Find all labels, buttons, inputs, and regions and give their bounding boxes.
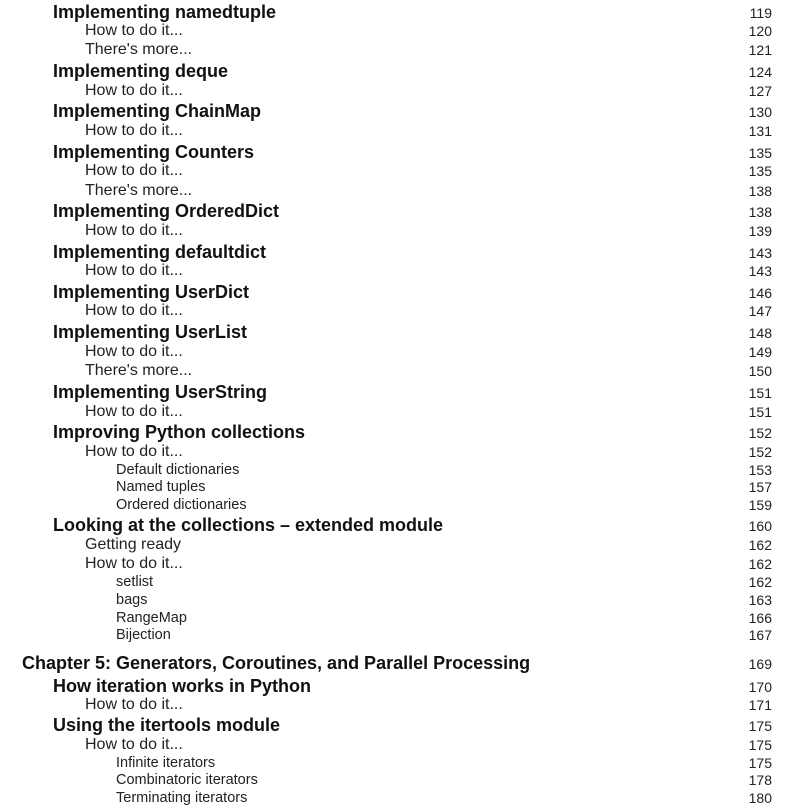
toc-entry-page-number: 163 <box>748 592 772 608</box>
toc-entry-title: There's more... <box>85 41 193 58</box>
toc-entry-page-number: 143 <box>748 263 772 279</box>
toc-entry-page-number: 171 <box>748 697 772 713</box>
toc-entry-title: Implementing UserList <box>53 322 248 342</box>
toc-entry-title: Looking at the collections – extended module <box>53 515 444 535</box>
toc-entry-title: Terminating iterators <box>116 790 248 806</box>
toc-entry-page-number: 162 <box>748 537 772 553</box>
toc-entry-page-number: 175 <box>748 737 772 753</box>
toc-entry-title: Chapter 5: Generators, Coroutines, and Parallel Processing <box>22 653 531 673</box>
toc-entry-page-number: 146 <box>748 285 772 301</box>
toc-entry-page-number: 139 <box>748 223 772 239</box>
toc-entry-title: Using the itertools module <box>53 715 281 735</box>
toc-entry-page-number: 157 <box>748 479 772 495</box>
toc-entry-page-number: 175 <box>748 755 772 771</box>
toc-entry-title: Infinite iterators <box>116 755 216 771</box>
toc-entry-page-number: 159 <box>748 497 772 513</box>
toc-entry-title: How to do it... <box>85 122 183 139</box>
toc-entry-page-number: 175 <box>748 718 772 734</box>
toc-entry-page-number: 170 <box>748 679 772 695</box>
toc-entry-title: How to do it... <box>85 343 183 360</box>
toc-entry-page-number: 130 <box>748 104 772 120</box>
toc-entry-page-number: 138 <box>748 204 772 220</box>
toc-entry-page-number: 138 <box>748 183 772 199</box>
toc-entry-page-number: 160 <box>748 518 772 534</box>
toc-entry-title: Implementing namedtuple <box>53 2 277 22</box>
toc-entry-title: How to do it... <box>85 222 183 239</box>
toc-entry-title: bags <box>116 592 148 608</box>
toc-entry-title: Implementing deque <box>53 61 229 81</box>
toc-entry-page-number: 151 <box>748 385 772 401</box>
toc-entry-title: Improving Python collections <box>53 422 306 442</box>
toc-entry-title: RangeMap <box>116 610 187 626</box>
toc-entry-page-number: 162 <box>748 556 772 572</box>
toc-entry-title: Implementing ChainMap <box>53 101 262 121</box>
toc-entry-title: How to do it... <box>85 555 183 572</box>
toc-entry-page-number: 135 <box>748 163 772 179</box>
toc-entry-title: Implementing OrderedDict <box>53 201 280 221</box>
toc-entry-title: Default dictionaries <box>116 462 240 478</box>
toc-entry-title: How iteration works in Python <box>53 676 312 696</box>
toc-entry-title: Implementing UserString <box>53 382 268 402</box>
toc-entry-page-number: 135 <box>748 145 772 161</box>
toc-entry-page-number: 120 <box>748 23 772 39</box>
toc-entry-page-number: 153 <box>748 462 772 478</box>
toc-entry-page-number: 167 <box>748 627 772 643</box>
toc-entry-title: How to do it... <box>85 443 183 460</box>
toc-entry-page-number: 180 <box>748 790 772 806</box>
toc-entry-title: Combinatoric iterators <box>116 772 258 788</box>
toc-entry-title: Ordered dictionaries <box>116 497 247 513</box>
toc-entry-page-number: 166 <box>748 610 772 626</box>
toc-entry-title: How to do it... <box>85 302 183 319</box>
toc-entry-page-number: 127 <box>748 83 772 99</box>
toc-entry-title: Implementing defaultdict <box>53 242 267 262</box>
toc-entry-page-number: 124 <box>748 64 772 80</box>
toc-entry-page-number: 152 <box>748 425 772 441</box>
toc-entry-page-number: 148 <box>748 325 772 341</box>
toc-entry-page-number: 143 <box>748 245 772 261</box>
toc-entry-title: There's more... <box>85 362 193 379</box>
toc-entry-title: How to do it... <box>85 696 183 713</box>
toc-entry-title: How to do it... <box>85 262 183 279</box>
toc-entry-page-number: 169 <box>748 656 772 672</box>
toc-entry-title: How to do it... <box>85 82 183 99</box>
toc-entry-page-number: 147 <box>748 303 772 319</box>
toc-entry-page-number: 178 <box>748 772 772 788</box>
toc-entry-page-number: 119 <box>749 5 772 21</box>
toc-entry-page-number: 131 <box>748 123 772 139</box>
toc-entry-title: setlist <box>116 574 154 590</box>
toc-entry-page-number: 149 <box>748 344 772 360</box>
toc-entry-title: Implementing Counters <box>53 142 255 162</box>
toc-entry-title: How to do it... <box>85 162 183 179</box>
toc-entry-page-number: 152 <box>748 444 772 460</box>
toc-entry-title: Getting ready <box>85 536 182 553</box>
toc-entry-title: Named tuples <box>116 479 206 495</box>
toc-entry-title: There's more... <box>85 182 193 199</box>
toc-entry-title: Implementing UserDict <box>53 282 250 302</box>
toc-entry-page-number: 121 <box>748 42 772 58</box>
toc-entry-title: How to do it... <box>85 22 183 39</box>
toc-entry-page-number: 151 <box>748 404 772 420</box>
toc-entry-page-number: 162 <box>748 574 772 590</box>
toc-entry-title: Bijection <box>116 627 171 643</box>
toc-entry-title: How to do it... <box>85 736 183 753</box>
toc-entry-page-number: 150 <box>748 363 772 379</box>
toc-entry-title: How to do it... <box>85 403 183 420</box>
